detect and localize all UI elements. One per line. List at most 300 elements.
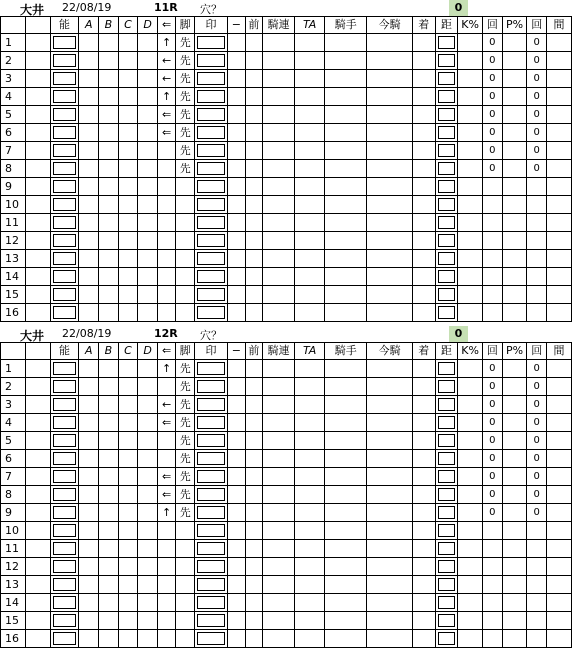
grid-cell[interactable]	[138, 196, 158, 214]
distance-input-cell[interactable]	[435, 468, 458, 486]
grid-cell[interactable]	[502, 450, 527, 468]
row-number[interactable]: 7	[1, 468, 26, 486]
grid-cell[interactable]	[412, 594, 435, 612]
mark-input-cell[interactable]	[195, 558, 228, 576]
distance-input-cell[interactable]	[435, 250, 458, 268]
leg-style-cell[interactable]: 先	[176, 34, 195, 52]
input-box[interactable]	[438, 470, 456, 483]
grid-cell[interactable]	[367, 594, 412, 612]
grid-cell[interactable]	[118, 414, 138, 432]
grid-cell[interactable]	[99, 612, 119, 630]
ability-input-cell[interactable]	[50, 214, 79, 232]
grid-cell[interactable]	[502, 232, 527, 250]
grid-cell[interactable]	[412, 432, 435, 450]
row-number[interactable]: 11	[1, 540, 26, 558]
input-box[interactable]	[197, 452, 225, 465]
input-box[interactable]	[197, 72, 225, 85]
grid-cell[interactable]	[367, 486, 412, 504]
row-number[interactable]: 11	[1, 214, 26, 232]
grid-cell[interactable]	[99, 630, 119, 648]
grid-cell[interactable]	[263, 232, 295, 250]
grid-cell[interactable]	[367, 540, 412, 558]
grid-cell[interactable]	[547, 268, 572, 286]
grid-cell[interactable]	[118, 268, 138, 286]
grid-cell[interactable]	[79, 106, 99, 124]
grid-cell[interactable]	[367, 124, 412, 142]
grid-cell[interactable]	[118, 504, 138, 522]
input-box[interactable]	[197, 252, 225, 265]
grid-cell[interactable]	[547, 70, 572, 88]
mark-input-cell[interactable]	[195, 432, 228, 450]
grid-cell[interactable]	[367, 196, 412, 214]
trend-arrow-cell[interactable]	[157, 178, 176, 196]
distance-input-cell[interactable]	[435, 576, 458, 594]
grid-cell[interactable]	[25, 486, 50, 504]
distance-input-cell[interactable]	[435, 594, 458, 612]
ability-input-cell[interactable]	[50, 594, 79, 612]
grid-cell[interactable]	[412, 88, 435, 106]
distance-input-cell[interactable]	[435, 286, 458, 304]
grid-cell[interactable]	[367, 360, 412, 378]
mark-input-cell[interactable]	[195, 34, 228, 52]
column-header[interactable]: 前	[245, 343, 263, 360]
column-header[interactable]: P%	[502, 343, 527, 360]
row-number[interactable]: 14	[1, 594, 26, 612]
grid-cell[interactable]	[99, 160, 119, 178]
grid-cell[interactable]	[99, 34, 119, 52]
input-box[interactable]	[438, 306, 456, 319]
grid-cell[interactable]	[295, 142, 325, 160]
mark-input-cell[interactable]	[195, 286, 228, 304]
grid-cell[interactable]	[502, 576, 527, 594]
grid-cell[interactable]	[412, 268, 435, 286]
grid-cell[interactable]	[99, 286, 119, 304]
grid-cell[interactable]	[228, 304, 246, 322]
grid-cell[interactable]	[118, 612, 138, 630]
input-box[interactable]	[438, 578, 456, 591]
grid-cell[interactable]	[412, 414, 435, 432]
grid-cell[interactable]	[325, 304, 367, 322]
ability-input-cell[interactable]	[50, 468, 79, 486]
column-header[interactable]: ⇐	[157, 343, 176, 360]
grid-cell[interactable]	[367, 630, 412, 648]
grid-cell[interactable]	[245, 612, 263, 630]
count-cell[interactable]	[483, 286, 503, 304]
input-box[interactable]	[438, 234, 456, 247]
grid-cell[interactable]	[245, 522, 263, 540]
grid-cell[interactable]	[25, 88, 50, 106]
ability-input-cell[interactable]	[50, 52, 79, 70]
count-cell[interactable]: 0	[527, 468, 547, 486]
count-cell[interactable]: 0	[527, 124, 547, 142]
column-header[interactable]: 今騎	[367, 17, 412, 34]
distance-input-cell[interactable]	[435, 630, 458, 648]
input-box[interactable]	[438, 180, 456, 193]
grid-cell[interactable]	[118, 34, 138, 52]
grid-cell[interactable]	[367, 70, 412, 88]
input-box[interactable]	[53, 306, 77, 319]
grid-cell[interactable]	[412, 360, 435, 378]
grid-cell[interactable]	[502, 196, 527, 214]
grid-cell[interactable]	[138, 142, 158, 160]
row-number[interactable]: 2	[1, 52, 26, 70]
ability-input-cell[interactable]	[50, 396, 79, 414]
grid-cell[interactable]	[99, 250, 119, 268]
grid-cell[interactable]	[25, 214, 50, 232]
grid-cell[interactable]	[367, 142, 412, 160]
row-number[interactable]: 12	[1, 558, 26, 576]
grid-cell[interactable]	[138, 396, 158, 414]
ability-input-cell[interactable]	[50, 106, 79, 124]
trend-arrow-cell[interactable]	[157, 576, 176, 594]
input-box[interactable]	[53, 72, 77, 85]
count-cell[interactable]	[483, 250, 503, 268]
grid-cell[interactable]	[228, 504, 246, 522]
leg-style-cell[interactable]: 先	[176, 88, 195, 106]
input-box[interactable]	[197, 90, 225, 103]
input-box[interactable]	[197, 362, 225, 375]
venue-label[interactable]: 大井	[20, 329, 45, 343]
column-header[interactable]: C	[118, 343, 138, 360]
grid-cell[interactable]	[547, 450, 572, 468]
input-box[interactable]	[197, 288, 225, 301]
count-cell[interactable]	[483, 540, 503, 558]
grid-cell[interactable]	[263, 576, 295, 594]
grid-cell[interactable]	[325, 468, 367, 486]
grid-cell[interactable]	[228, 558, 246, 576]
mark-input-cell[interactable]	[195, 378, 228, 396]
grid-cell[interactable]	[79, 486, 99, 504]
grid-cell[interactable]	[245, 196, 263, 214]
distance-input-cell[interactable]	[435, 88, 458, 106]
leg-style-cell[interactable]	[176, 250, 195, 268]
grid-cell[interactable]	[458, 576, 483, 594]
grid-cell[interactable]	[325, 88, 367, 106]
grid-cell[interactable]	[325, 522, 367, 540]
grid-cell[interactable]	[118, 124, 138, 142]
grid-cell[interactable]	[412, 576, 435, 594]
race-number[interactable]: 12R	[154, 327, 178, 340]
grid-cell[interactable]	[367, 214, 412, 232]
column-header[interactable]: K%	[458, 343, 483, 360]
count-cell[interactable]	[483, 196, 503, 214]
grid-cell[interactable]	[502, 106, 527, 124]
grid-cell[interactable]	[118, 594, 138, 612]
ability-input-cell[interactable]	[50, 522, 79, 540]
grid-cell[interactable]	[79, 286, 99, 304]
input-box[interactable]	[197, 542, 225, 555]
input-box[interactable]	[53, 108, 77, 121]
grid-cell[interactable]	[79, 142, 99, 160]
trend-arrow-cell[interactable]: ↑	[157, 360, 176, 378]
grid-cell[interactable]	[412, 196, 435, 214]
grid-cell[interactable]	[325, 432, 367, 450]
grid-cell[interactable]	[263, 124, 295, 142]
leg-style-cell[interactable]: 先	[176, 160, 195, 178]
column-header[interactable]: 距	[435, 343, 458, 360]
grid-cell[interactable]	[228, 396, 246, 414]
grid-cell[interactable]	[458, 250, 483, 268]
grid-cell[interactable]	[245, 250, 263, 268]
count-cell[interactable]: 0	[483, 34, 503, 52]
grid-cell[interactable]	[79, 522, 99, 540]
grid-cell[interactable]	[458, 630, 483, 648]
grid-cell[interactable]	[458, 486, 483, 504]
distance-input-cell[interactable]	[435, 522, 458, 540]
input-box[interactable]	[438, 632, 456, 645]
grid-cell[interactable]	[228, 250, 246, 268]
grid-cell[interactable]	[367, 612, 412, 630]
grid-cell[interactable]	[367, 304, 412, 322]
input-box[interactable]	[53, 452, 77, 465]
input-box[interactable]	[53, 362, 77, 375]
input-box[interactable]	[53, 90, 77, 103]
grid-cell[interactable]	[263, 558, 295, 576]
grid-cell[interactable]	[245, 378, 263, 396]
grid-cell[interactable]	[367, 450, 412, 468]
column-header[interactable]: A	[79, 343, 99, 360]
count-cell[interactable]: 0	[527, 450, 547, 468]
grid-cell[interactable]	[547, 250, 572, 268]
column-header[interactable]: 印	[195, 343, 228, 360]
ability-input-cell[interactable]	[50, 414, 79, 432]
grid-cell[interactable]	[458, 214, 483, 232]
count-cell[interactable]: 0	[527, 414, 547, 432]
grid-cell[interactable]	[245, 504, 263, 522]
grid-cell[interactable]	[245, 88, 263, 106]
grid-cell[interactable]	[99, 468, 119, 486]
row-number[interactable]: 3	[1, 70, 26, 88]
grid-cell[interactable]	[99, 268, 119, 286]
count-cell[interactable]: 0	[483, 468, 503, 486]
leg-style-cell[interactable]	[176, 286, 195, 304]
mark-input-cell[interactable]	[195, 630, 228, 648]
grid-cell[interactable]	[118, 232, 138, 250]
input-box[interactable]	[53, 524, 77, 537]
mark-input-cell[interactable]	[195, 540, 228, 558]
count-cell[interactable]	[483, 214, 503, 232]
mark-input-cell[interactable]	[195, 232, 228, 250]
grid-cell[interactable]	[118, 468, 138, 486]
count-cell[interactable]	[527, 630, 547, 648]
count-cell[interactable]: 0	[483, 52, 503, 70]
leg-style-cell[interactable]	[176, 576, 195, 594]
mark-input-cell[interactable]	[195, 504, 228, 522]
grid-cell[interactable]	[325, 214, 367, 232]
grid-cell[interactable]	[99, 88, 119, 106]
grid-cell[interactable]	[79, 504, 99, 522]
input-box[interactable]	[438, 90, 456, 103]
grid-cell[interactable]	[99, 178, 119, 196]
trend-arrow-cell[interactable]	[157, 612, 176, 630]
grid-cell[interactable]	[245, 268, 263, 286]
grid-cell[interactable]	[99, 504, 119, 522]
grid-cell[interactable]	[228, 88, 246, 106]
grid-cell[interactable]	[245, 142, 263, 160]
grid-cell[interactable]	[25, 576, 50, 594]
grid-cell[interactable]	[325, 504, 367, 522]
input-box[interactable]	[197, 470, 225, 483]
grid-cell[interactable]	[138, 504, 158, 522]
input-box[interactable]	[53, 380, 77, 393]
count-cell[interactable]: 0	[527, 396, 547, 414]
grid-cell[interactable]	[79, 196, 99, 214]
input-box[interactable]	[197, 434, 225, 447]
count-cell[interactable]: 0	[527, 34, 547, 52]
grid-cell[interactable]	[295, 522, 325, 540]
grid-cell[interactable]	[502, 286, 527, 304]
grid-cell[interactable]	[325, 630, 367, 648]
grid-cell[interactable]	[118, 88, 138, 106]
leg-style-cell[interactable]: 先	[176, 106, 195, 124]
grid-cell[interactable]	[458, 360, 483, 378]
distance-input-cell[interactable]	[435, 558, 458, 576]
count-cell[interactable]	[527, 250, 547, 268]
leg-style-cell[interactable]	[176, 178, 195, 196]
ability-input-cell[interactable]	[50, 360, 79, 378]
column-header[interactable]: K%	[458, 17, 483, 34]
grid-cell[interactable]	[79, 594, 99, 612]
grid-cell[interactable]	[118, 160, 138, 178]
grid-cell[interactable]	[412, 450, 435, 468]
grid-cell[interactable]	[138, 106, 158, 124]
row-number[interactable]: 3	[1, 396, 26, 414]
grid-cell[interactable]	[245, 106, 263, 124]
grid-cell[interactable]	[295, 432, 325, 450]
trend-arrow-cell[interactable]: ↑	[157, 88, 176, 106]
grid-cell[interactable]	[138, 304, 158, 322]
mark-input-cell[interactable]	[195, 414, 228, 432]
grid-cell[interactable]	[99, 360, 119, 378]
grid-cell[interactable]	[99, 432, 119, 450]
ability-input-cell[interactable]	[50, 450, 79, 468]
date-label[interactable]: 22/08/19	[62, 1, 112, 14]
grid-cell[interactable]	[263, 594, 295, 612]
grid-cell[interactable]	[79, 304, 99, 322]
leg-style-cell[interactable]	[176, 540, 195, 558]
grid-cell[interactable]	[79, 378, 99, 396]
grid-cell[interactable]	[263, 630, 295, 648]
row-number[interactable]: 6	[1, 450, 26, 468]
grid-cell[interactable]	[118, 142, 138, 160]
grid-cell[interactable]	[228, 268, 246, 286]
grid-cell[interactable]	[502, 594, 527, 612]
input-box[interactable]	[53, 126, 77, 139]
grid-cell[interactable]	[79, 124, 99, 142]
grid-cell[interactable]	[138, 450, 158, 468]
row-number[interactable]: 2	[1, 378, 26, 396]
grid-cell[interactable]	[138, 250, 158, 268]
grid-cell[interactable]	[458, 142, 483, 160]
count-cell[interactable]	[527, 232, 547, 250]
grid-cell[interactable]	[325, 378, 367, 396]
row-number[interactable]: 12	[1, 232, 26, 250]
distance-input-cell[interactable]	[435, 486, 458, 504]
grid-cell[interactable]	[138, 414, 158, 432]
grid-cell[interactable]	[367, 232, 412, 250]
input-box[interactable]	[197, 54, 225, 67]
grid-cell[interactable]	[412, 522, 435, 540]
grid-cell[interactable]	[295, 214, 325, 232]
grid-cell[interactable]	[79, 360, 99, 378]
input-box[interactable]	[438, 108, 456, 121]
count-cell[interactable]: 0	[483, 88, 503, 106]
ability-input-cell[interactable]	[50, 88, 79, 106]
grid-cell[interactable]	[295, 304, 325, 322]
distance-input-cell[interactable]	[435, 178, 458, 196]
distance-input-cell[interactable]	[435, 378, 458, 396]
grid-cell[interactable]	[458, 88, 483, 106]
mark-input-cell[interactable]	[195, 160, 228, 178]
grid-cell[interactable]	[263, 52, 295, 70]
grid-cell[interactable]	[547, 558, 572, 576]
grid-cell[interactable]	[325, 106, 367, 124]
grid-cell[interactable]	[228, 468, 246, 486]
grid-cell[interactable]	[458, 558, 483, 576]
grid-cell[interactable]	[79, 468, 99, 486]
trend-arrow-cell[interactable]: ←	[157, 70, 176, 88]
trend-arrow-cell[interactable]	[157, 214, 176, 232]
grid-cell[interactable]	[228, 486, 246, 504]
grid-cell[interactable]	[547, 432, 572, 450]
leg-style-cell[interactable]	[176, 268, 195, 286]
column-header[interactable]: −	[228, 17, 246, 34]
grid-cell[interactable]	[295, 468, 325, 486]
grid-cell[interactable]	[138, 576, 158, 594]
input-box[interactable]	[197, 180, 225, 193]
count-cell[interactable]: 0	[483, 486, 503, 504]
grid-cell[interactable]	[547, 486, 572, 504]
grid-cell[interactable]	[547, 414, 572, 432]
count-cell[interactable]	[527, 286, 547, 304]
column-header[interactable]: 回	[483, 17, 503, 34]
grid-cell[interactable]	[325, 52, 367, 70]
grid-cell[interactable]	[502, 70, 527, 88]
ability-input-cell[interactable]	[50, 34, 79, 52]
grid-cell[interactable]	[367, 106, 412, 124]
column-header[interactable]: 脚	[176, 17, 195, 34]
distance-value[interactable]: 0	[449, 326, 468, 342]
grid-cell[interactable]	[25, 450, 50, 468]
grid-cell[interactable]	[245, 286, 263, 304]
grid-cell[interactable]	[118, 250, 138, 268]
grid-cell[interactable]	[458, 268, 483, 286]
grid-cell[interactable]	[245, 432, 263, 450]
count-cell[interactable]: 0	[483, 450, 503, 468]
grid-cell[interactable]	[228, 522, 246, 540]
grid-cell[interactable]	[25, 304, 50, 322]
grid-cell[interactable]	[263, 250, 295, 268]
input-box[interactable]	[197, 578, 225, 591]
row-number[interactable]: 5	[1, 106, 26, 124]
note-label[interactable]: 穴？	[200, 3, 222, 16]
count-cell[interactable]: 0	[483, 160, 503, 178]
grid-cell[interactable]	[245, 34, 263, 52]
distance-input-cell[interactable]	[435, 540, 458, 558]
count-cell[interactable]: 0	[483, 504, 503, 522]
distance-input-cell[interactable]	[435, 196, 458, 214]
count-cell[interactable]	[527, 612, 547, 630]
grid-cell[interactable]	[325, 576, 367, 594]
mark-input-cell[interactable]	[195, 70, 228, 88]
grid-cell[interactable]	[245, 124, 263, 142]
grid-cell[interactable]	[228, 124, 246, 142]
grid-cell[interactable]	[502, 630, 527, 648]
grid-cell[interactable]	[295, 378, 325, 396]
distance-input-cell[interactable]	[435, 214, 458, 232]
grid-cell[interactable]	[245, 468, 263, 486]
grid-cell[interactable]	[118, 106, 138, 124]
